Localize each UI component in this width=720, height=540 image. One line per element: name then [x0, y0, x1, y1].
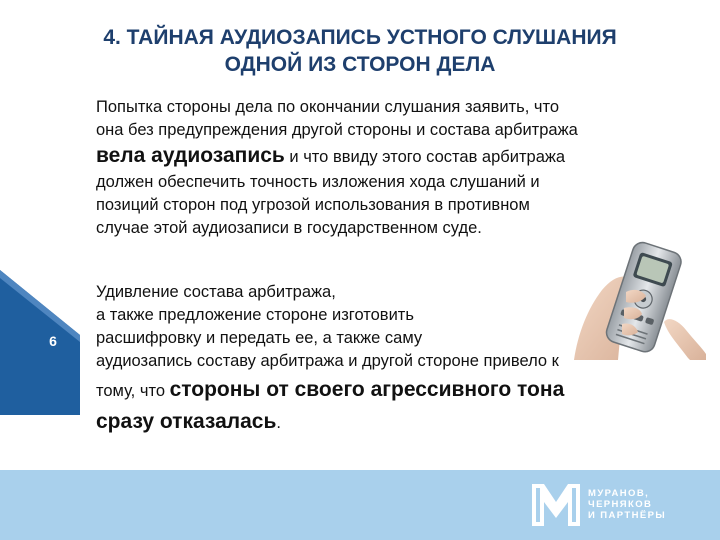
- firm-name-line-3: И ПАРТНЁРЫ: [588, 510, 667, 521]
- title-line-2: ОДНОЙ ИЗ СТОРОН ДЕЛА: [224, 53, 496, 76]
- paragraph-1-line-5: позиций сторон под угрозой использования в противном: [96, 196, 530, 214]
- paragraph-1-line-3: [96, 142, 696, 171]
- emphasis-tone: стороны от своего агрессивного тона: [169, 378, 565, 401]
- page-number: 6: [49, 333, 57, 349]
- firm-logo-icon: [530, 480, 582, 530]
- paragraph-2-line-2: а также предложение стороне изготовить: [96, 306, 414, 324]
- page-number-tab: [0, 270, 80, 415]
- paragraph-1-line-3-rest: и что ввиду этого состав арбитража: [284, 148, 566, 166]
- title-line-1: 4. ТАЙНАЯ АУДИОЗАПИСЬ УСТНОГО СЛУШАНИЯ: [103, 26, 617, 49]
- footer-bar: [0, 470, 720, 540]
- paragraph-2-line-5-pre: тому, что: [96, 382, 170, 400]
- paragraph-2-line-4: аудиозапись составу арбитража и другой стороне привело к: [96, 352, 559, 370]
- paragraph-2-line-6-rest: .: [276, 414, 281, 432]
- paragraph-1: [96, 96, 696, 240]
- paragraph-1-line-6: случае этой аудиозаписи в государственном суде.: [96, 219, 482, 237]
- paragraph-2-line-6: [96, 406, 696, 439]
- paragraph-2-line-1: Удивление состава арбитража,: [96, 283, 336, 301]
- paragraph-1-line-2: она без предупреждения другой стороны и состава арбитража: [96, 121, 578, 139]
- slide-title: [30, 24, 690, 78]
- paragraph-1-line-4: должен обеспечить точность изложения хода слушаний и: [96, 173, 540, 191]
- firm-name: [588, 488, 713, 521]
- paragraph-1-line-1: Попытка стороны дела по окончании слушания заявить, что: [96, 98, 560, 116]
- paragraph-2: [96, 281, 696, 439]
- emphasis-refused: сразу отказалась: [96, 410, 277, 433]
- firm-name-line-2: ЧЕРНЯКОВ: [588, 499, 653, 510]
- paragraph-2-line-3: расшифровку и передать ее, а также саму: [96, 329, 423, 347]
- paragraph-2-line-5: [96, 375, 696, 406]
- firm-name-line-1: МУРАНОВ,: [588, 488, 650, 499]
- emphasis-recording: вела аудиозапись: [96, 144, 285, 167]
